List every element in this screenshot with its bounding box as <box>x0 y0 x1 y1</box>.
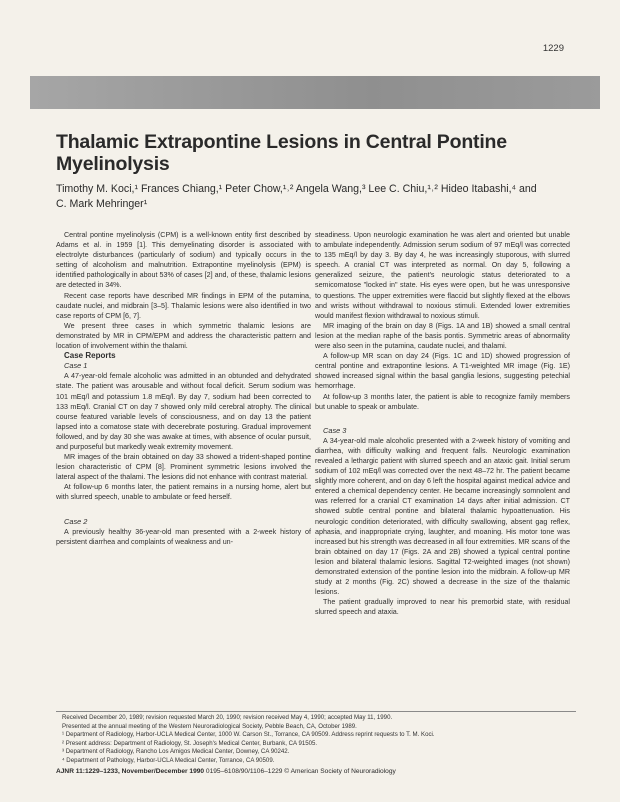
author-line-2: C. Mark Mehringer¹ <box>56 198 148 210</box>
footnote-received: Received December 20, 1989; revision requested March 20, 1990; revision received May 4, 1990; accepted May 11, 1990. <box>62 714 393 721</box>
case-2-continued-paragraph: steadiness. Upon neurologic examination he was alert and oriented but unable to ambulate independently. Admission serum sodium of 97 mEq/l was corrected to 135 mEq/l by day 3. By day 4, he was increasingly stuporous, with slurred speech. A cranial CT was interpreted as normal. On day 5, following a generalized seizure, the patient's neurologic status deteriorated to a semicomatose "locked in" state. His eyes were open, but he was unresponsive to questions. The upper extremities were flaccid but slightly flexed at the elbows and wrists without withdrawal to noxious stimuli. Extended lower extremities would manifest flexion withdrawal to noxious stimuli. <box>315 231 570 320</box>
case-2-paragraph: A previously healthy 36-year-old man presented with a 2-week history of persistent diarrhea and complaints of weakness and un- <box>56 527 311 546</box>
intro-paragraph: We present three cases in which symmetric thalamic lesions are demonstrated by MR in CPM/EPM and address the characteristic pattern and location of involvement within the thalami. <box>56 321 311 351</box>
author-line-1: Timothy M. Koci,¹ Frances Chiang,¹ Peter Chow,¹˒² Angela Wang,³ Lee C. Chiu,¹˒² Hideo Itabashi,⁴ and <box>56 183 537 195</box>
intro-paragraph: Central pontine myelinolysis (CPM) is a well-known entity first described by Adams et al. in 1959 [1]. This demyelinating disorder is associated with electrolyte disturbances (particularly of sodium) and typically occurs in the setting of alcoholism and malnutrition. Extrapontine myelinolysis (EPM) is identified pathologically in about 53% of cases [2] and, of these, thalamic lesions are detected in 34%. <box>56 231 311 290</box>
footnote-affiliation-1: ¹ Department of Radiology, Harbor-UCLA Medical Center, 1000 W. Carson St., Torrance, CA 90509. Address reprint requests to T. M. Koci. <box>62 731 435 739</box>
journal-citation <box>56 768 576 775</box>
footnote-divider <box>56 711 576 712</box>
case-2-paragraph: MR imaging of the brain on day 8 (Figs. 1A and 1B) showed a small central lesion at the median raphe of the basis pontis. Symmetric areas of abnormality were also seen in the putamina, caudate nuclei, and thalami. <box>315 321 570 351</box>
author-list <box>56 182 576 212</box>
case-3-paragraph: The patient gradually improved to near his premorbid state, with residual slurred speech and ataxia. <box>315 598 570 617</box>
journal-name: AJNR 11:1229–1233, November/December 1990 <box>56 768 205 775</box>
article-title: Thalamic Extrapontine Lesions in Central Pontine Myelinolysis <box>56 131 507 175</box>
case-1-label: Case 1 <box>64 361 88 371</box>
footnote-affiliation-2: ² Present address: Department of Radiology, St. Joseph's Medical Center, Burbank, CA 91505. <box>62 739 318 747</box>
case-1-paragraph: A 47-year-old female alcoholic was admitted in an obtunded and dehydrated state. The patient was arousable and without focal deficit. Serum sodium was 101 mEq/l and potassium 1.8 mEq/l. By day 7, sodium had been corrected to 133 mEq/l. Cranial CT on day 7 showed only mild cerebral atrophy. The clinical course featured variable levels of consciousness, and on day 13 the patient lapsed into a comatose state with decerebrate posturing. Gradual improvement followed, and by day 30 she was awake at times, with absence of ocular pursuit, and purposeful but markedly weak extremity movement. <box>56 372 311 451</box>
page-number: 1229 <box>542 43 564 54</box>
header-banner <box>30 76 600 109</box>
footnotes <box>62 714 582 766</box>
case-1-paragraph: At follow-up 6 months later, the patient remains in a nursing home, alert but with slurred speech, unable to ambulate or feed herself. <box>56 483 311 502</box>
footnote-presented: Presented at the annual meeting of the Western Neuroradiological Society, Pebble Beach, CA, October 1989. <box>62 722 357 730</box>
intro-paragraph: Recent case reports have described MR findings in EPM of the putamina, caudate nuclei, and midbrain [3–5]. Thalamic lesions were also identified in two case reports of CPM [6, 7]. <box>56 291 311 320</box>
case-1-paragraph: MR images of the brain obtained on day 33 showed a trident-shaped pontine lesion characteristic of CPM [8]. Prominent symmetric lesions involved the lateral aspect of the thalami. The lesions did not enhance with contrast material. <box>56 453 311 482</box>
case-3-label: Case 3 <box>323 425 347 435</box>
footnote-affiliation-3: ³ Department of Radiology, Rancho Los Amigos Medical Center, Downey, CA 90242. <box>62 748 290 756</box>
case-3-paragraph: A 34-year-old male alcoholic presented with a 2-week history of vomiting and diarrhea, with difficulty walking and frequent falls. Neurologic examination revealed a lethargic patient with slurred speech and an ataxic gait. Initial serum sodium of 102 mEq/l was corrected over the next 48–72 hr. The patient became slightly more coherent, and on day 6 left the hospital against medical advice and entered a chemical dependency center. He became increasingly somnolent and was referred for a cranial CT examination 14 days after initial admission. CT showed subtle central pontine and bilateral thalamic hypoattenuation. His neurologic condition deteriorated, with difficulty swallowing, absent gag reflex, aphasia, and inappropriate crying, laughter, and moaning. His motor tone was increased but his strength was decreased in all four extremities. MR scans of the brain obtained on day 17 (Figs. 2A and 2B) showed a typical central pontine lesion and bilateral thalamic lesions. Sagittal T2-weighted images (not shown) demonstrated extension of the pontine lesion into the midbrain. A follow-up MR study at 2 months (Fig. 2C) showed a decrease in the size of the thalamic lesions. <box>315 436 570 597</box>
case-2-label: Case 2 <box>64 516 88 526</box>
left-column <box>56 230 311 547</box>
footnote-affiliation-4: ⁴ Department of Pathology, Harbor-UCLA Medical Center, Torrance, CA 90509. <box>62 756 275 764</box>
right-column <box>315 230 570 617</box>
case-2-paragraph: A follow-up MR scan on day 24 (Figs. 1C and 1D) showed progression of central pontine and extrapontine lesions. A T1-weighted MR image (Fig. 1E) showed increased signal within the basal ganglia lesions, suggesting petechial hemorrhage. <box>315 352 570 391</box>
case-2-paragraph: At follow-up 3 months later, the patient is able to recognize family members but unable to speak or ambulate. <box>315 392 570 411</box>
section-heading-case-reports: Case Reports <box>64 351 116 361</box>
journal-copyright: 0195–6108/90/1106–1229 © American Society of Neuroradiology <box>204 768 396 775</box>
